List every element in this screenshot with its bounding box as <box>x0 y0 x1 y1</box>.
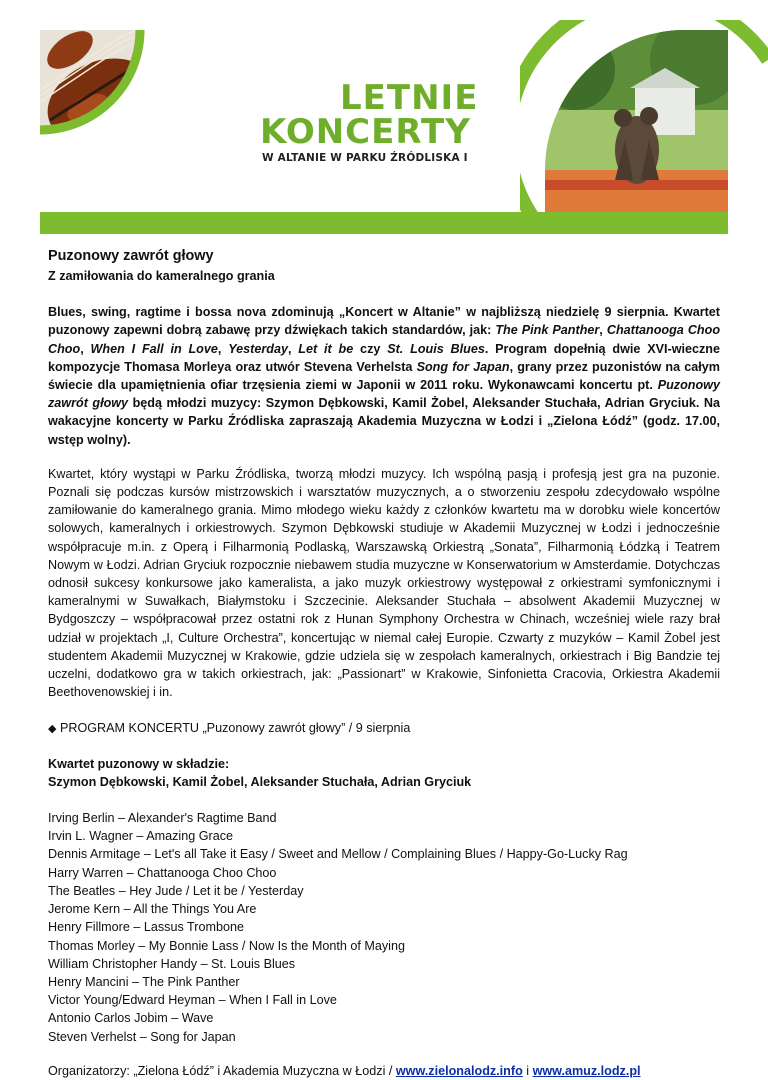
brand-line-location: W ALTANIE W PARKU ŹRÓDLISKA I <box>262 152 468 164</box>
lead-text-segment: będą młodzi muzycy: Szymon Dębkowski, Kamil Żobel, Aleksander Stuchała, Adrian Gryciuk. Na wakacyjne koncerty w Parku Źródliska zapraszają Akademia Muzyczna w Łodzi i „Zielona Łódź” (godz. 17.00, wstęp wolny). <box>48 396 720 447</box>
program-piece: Victor Young/Edward Heyman – When I Fall in Love <box>48 993 337 1008</box>
program-piece: The Beatles – Hey Jude / Let it be / Yesterday <box>48 883 304 898</box>
lead-title-italic: Chattanooga Choo Choo <box>48 323 721 356</box>
lead-text-segment: , grany przez puzonistów na całym świecie dla upamiętnienia ofiar trzęsienia ziemi w Japonii w 2011 roku. Wykonawcami koncertu pt. <box>48 359 720 393</box>
lead-text-segment: czy <box>353 341 388 356</box>
program-piece: Henry Mancini – The Pink Panther <box>48 974 240 989</box>
article-lead <box>48 303 720 449</box>
zielonalodz-link[interactable]: www.zielonalodz.info <box>395 1063 523 1078</box>
program-piece: Harry Warren – Chattanooga Choo Choo <box>48 865 277 880</box>
ensemble-members: Szymon Dębkowski, Kamil Żobel, Aleksander Stuchała, Adrian Gryciuk <box>48 774 472 789</box>
lead-text-segment: . Program dopełnią dwie XVI-wieczne kompozycje Thomasa Morleya oraz utwór Stevena Verhelsta <box>48 341 720 374</box>
article-title: Puzonowy zawrót głowy <box>48 248 214 264</box>
lead-text-segment: , <box>599 323 607 338</box>
article <box>48 246 720 1080</box>
lead-title-italic: When I Fall in Love <box>90 341 218 356</box>
program-piece: Jerome Kern – All the Things You Are <box>48 902 257 917</box>
ensemble-block <box>48 755 720 791</box>
article-body: Kwartet, który wystąpi w Parku Źródliska, tworzą młodzi muzycy. Ich wspólną pasją i profesją jest gra na puzonie. Poznali się podczas kursów mistrzowskich i warsztatów muzycznych, a o stworzeniu zespołu zdecydowało wspólne zamiłowanie do kameralnego grania. Mimo młodego wieku każdy z członków kwartetu ma w dorobku wiele koncertów solowych, kameralnych i orkiestrowych. Szymon Dębkowski studiuje w Akademii Muzycznej w Łodzi i jednocześnie współpracuje m.in. z Operą i Filharmonią Podlaską, Warszawską Orkiestrą „Sonata”, Filharmonią Łódzką i Teatrem Nowym w Łodzi. Adrian Gryciuk rozpocznie niebawem studia muzyczne w Konserwatorium w Amsterdamie. Dotychczas odnosił sukcesy konkursowe jako kameralista, a jako muzyk orkiestrowy występował z orkiestrami symfonicznymi i kameralnymi w Suwałkach, Białymstoku i Szczecinie. Aleksander Stuchała – absolwent Akademii Muzycznej w Bydgoszczy – współpracował przez ostatni rok z Hunan Symphony Orchestra w Chinach, wcześniej wiele razy brał udział w projektach „I, Culture Orchestra”, koncertując w niemal całej Europie. Czwarty z muzyków – Kamil Żobel jest studentem Akademii Muzycznej w Krakowie, gdzie udziela się w zespołach kameralnych, orkiestrach i Big Bandzie tej uczelni, dodatkowo gra w takich orkiestrach, jak: „Passionart” w Krakowie, Sinfonietta Cracovia, Orkiestra Akademii Beethovenowskiej i in. <box>48 466 720 700</box>
park-frame-arc <box>520 20 768 220</box>
program-piece: Antonio Carlos Jobim – Wave <box>48 1011 214 1026</box>
program-piece: Steven Verhelst – Song for Japan <box>48 1029 236 1044</box>
lead-title-italic: St. Louis Blues <box>387 341 485 356</box>
lead-text-segment: , <box>217 341 229 356</box>
program-heading-text: PROGRAM KONCERTU „Puzonowy zawrót głowy” / 9 sierpnia <box>59 721 411 736</box>
link-separator: i <box>522 1063 533 1078</box>
program-heading <box>48 719 720 738</box>
diamond-bullet-icon: ◆ <box>48 723 57 736</box>
lead-text-segment: , <box>287 341 299 356</box>
footer-organizers <box>48 1062 720 1080</box>
program-piece: Dennis Armitage – Let's all Take it Easy / Sweet and Mellow / Complaining Blues / Happy-Go-Lucky Rag <box>48 847 628 862</box>
program-pieces-list <box>48 809 720 1046</box>
article-subtitle: Z zamiłowania do kameralnego grania <box>48 269 275 283</box>
lead-title-italic: Yesterday <box>228 341 288 356</box>
lead-text-segment: , <box>80 341 91 356</box>
amuz-link[interactable]: www.amuz.lodz.pl <box>532 1063 641 1078</box>
header-banner <box>0 0 768 240</box>
header-green-band <box>40 212 728 234</box>
lead-text-segment: Blues, swing, ragtime i bossa nova zdominują „Koncert w Altanie” w najbliższą niedzielę 9 sierpnia. Kwartet puzonowy zapewni dobrą zabawę przy dźwiękach takich standardów, jak: <box>48 305 720 338</box>
brand-line-koncerty: KONCERTY <box>260 112 471 152</box>
program-piece: Irvin L. Wagner – Amazing Grace <box>48 829 234 844</box>
lead-title-italic: Puzonowy zawrót głowy <box>48 378 720 411</box>
lead-title-italic: Song for Japan <box>416 359 510 374</box>
lead-title-italic: The Pink Panther <box>495 323 600 338</box>
organizers-text: Organizatorzy: „Zielona Łódź” i Akademia Muzyczna w Łodzi / <box>48 1063 396 1078</box>
program-piece: William Christopher Handy – St. Louis Blues <box>48 956 296 971</box>
lead-title-italic: Let it be <box>298 341 354 356</box>
brand-line-letnie: LETNIE <box>340 78 479 118</box>
violin-frame-arc <box>40 30 170 160</box>
program-piece: Thomas Morley – My Bonnie Lass / Now Is the Month of Maying <box>48 938 405 953</box>
ensemble-label: Kwartet puzonowy w składzie: <box>48 756 230 771</box>
program-piece: Henry Fillmore – Lassus Trombone <box>48 920 244 935</box>
program-piece: Irving Berlin – Alexander's Ragtime Band <box>48 811 277 826</box>
